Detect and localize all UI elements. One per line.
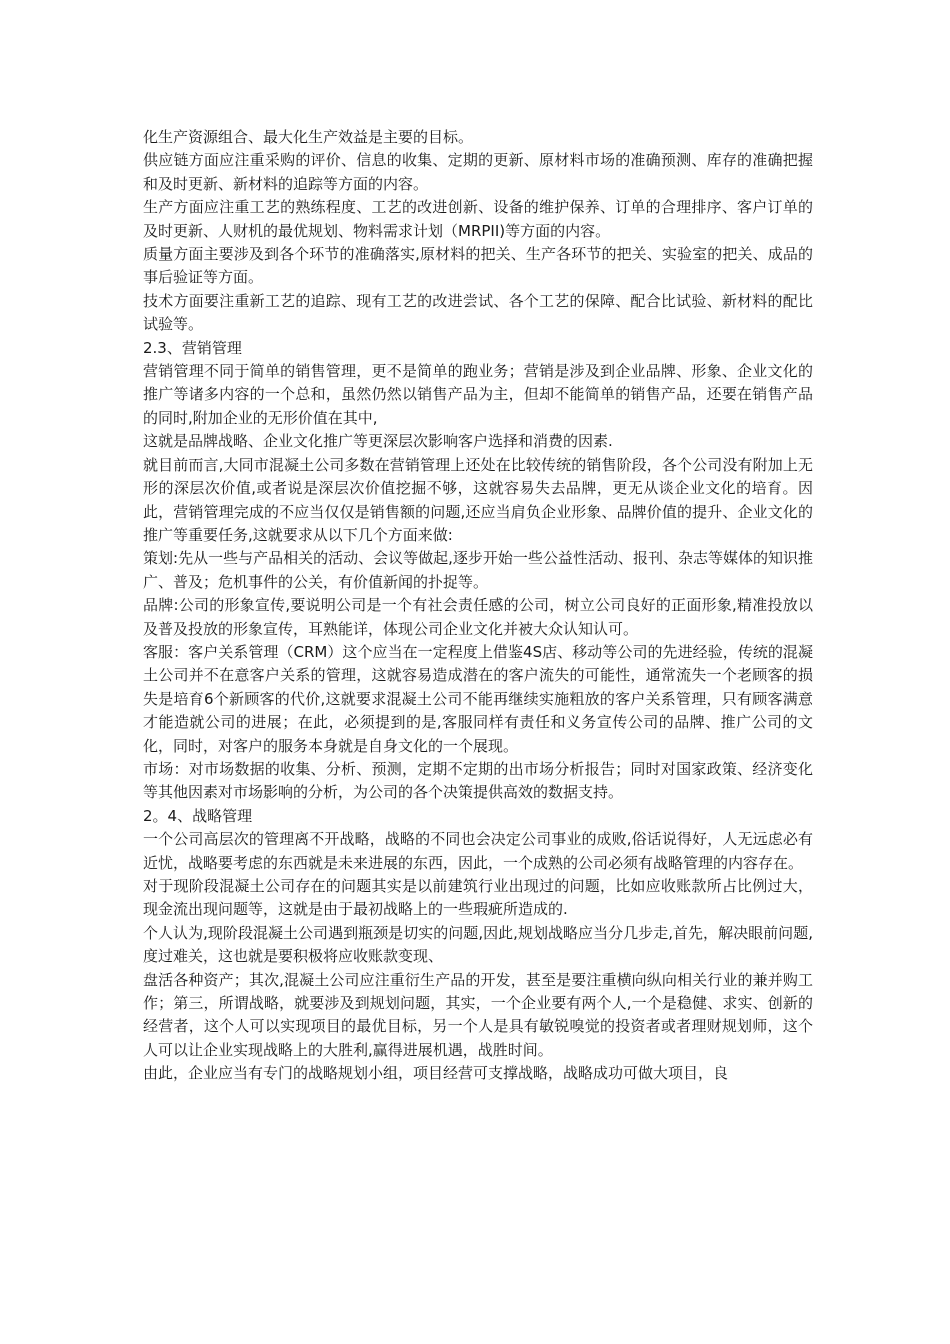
section-heading: 2.3、营销管理: [143, 338, 242, 357]
paragraph: 策划:先从一些与产品相关的活动、会议等做起,逐步开始一些公益性活动、报刊、杂志等媒体的知识推广、普及；危机事件的公关，有价值新闻的扑捉等。: [143, 549, 813, 591]
paragraph: 营销管理不同于简单的销售管理，更不是简单的跑业务；营销是涉及到企业品牌、形象、企业文化的推广等诸多内容的一个总和，虽然仍然以销售产品为主，但却不能简单的销售产品，还要在销售产品的同时,附加企业的无形价值在其中,: [143, 362, 813, 427]
paragraph: 市场：对市场数据的收集、分析、预测，定期不定期的出市场分析报告；同时对国家政策、经济变化等其他因素对市场影响的分析，为公司的各个决策提供高效的数据支持。: [143, 759, 813, 802]
paragraph: 一个公司高层次的管理离不开战略，战略的不同也会决定公司事业的成败,俗话说得好，人无远虑必有近忧，战略要考虑的东西就是未来进展的东西，因此，一个成熟的公司必须有战略管理的内容存在。: [143, 830, 813, 872]
paragraph: 技术方面要注重新工艺的追踪、现有工艺的改进尝试、各个工艺的保障、配合比试验、新材料的配比试验等。: [143, 291, 813, 334]
paragraph: 对于现阶段混凝土公司存在的问题其实是以前建筑行业出现过的问题，比如应收账款所占比例过大，现金流出现问题等，这就是由于最初战略上的一些瑕疵所造成的.: [143, 877, 813, 919]
paragraph: 个人认为,现阶段混凝土公司遇到瓶颈是切实的问题,因此,规划战略应当分几步走,首先，解决眼前问题,度过难关，这也就是要积极将应收账款变现、: [143, 923, 813, 966]
paragraph: 盘活各种资产；其次,混凝土公司应注重衍生产品的开发，甚至是要注重横向纵向相关行业的兼并购工作；第三，所谓战略，就要涉及到规划问题，其实，一个企业要有两个人,一个是稳健、求实、创新的经营者，这个人可以实现项目的最优目标，另一个人是具有敏锐嗅觉的投资者或者理财规划师，这个人可以让企业实现战略上的大胜利,赢得进展机遇，战胜时间。: [143, 970, 813, 1059]
paragraph: 生产方面应注重工艺的熟练程度、工艺的改进创新、设备的维护保养、订单的合理排序、客户订单的及时更新、人财机的最优规划、物料需求计划（MRPII)等方面的内容。: [143, 198, 813, 240]
paragraph: 质量方面主要涉及到各个环节的准确落实,原材料的把关、生产各环节的把关、实验室的把关、成品的事后验证等方面。: [143, 245, 813, 287]
paragraph: 这就是品牌战略、企业文化推广等更深层次影响客户选择和消费的因素.: [143, 432, 613, 451]
section-heading: 2。4、战略管理: [143, 806, 253, 825]
paragraph: 由此，企业应当有专门的战略规划小组，项目经营可支撑战略，战略成功可做大项目，良: [143, 1064, 729, 1083]
paragraph: 品牌:公司的形象宣传,要说明公司是一个有社会责任感的公司，树立公司良好的正面形象,精准投放以及普及投放的形象宣传，耳熟能详，体现公司企业文化并被大众认知认可。: [143, 596, 813, 638]
paragraph: 客服：客户关系管理（CRM）这个应当在一定程度上借鉴4S店、移动等公司的先进经验，传统的混凝土公司并不在意客户关系的管理，这就容易造成潜在的客户流失的可能性，通常流失一个老顾客的损失是培育6个新顾客的代价,这就要求混凝土公司不能再继续实施粗放的客户关系管理，只有顾客满意才能造就公司的进展；在此，必须提到的是,客服同样有责任和义务宣传公司的品牌、推广公司的文化，同时，对客户的服务本身就是自身文化的一个展现。: [143, 642, 813, 755]
paragraph: 化生产资源组合、最大化生产效益是主要的目标。: [143, 128, 474, 146]
paragraph: 就目前而言,大同市混凝土公司多数在营销管理上还处在比较传统的销售阶段，各个公司没有附加上无形的深层次价值,或者说是深层次价值挖掘不够，这就容易失去品牌，更无从谈企业文化的培育。因此，营销管理完成的不应当仅仅是销售额的问题,还应当肩负企业形象、品牌价值的提升、企业文化的推广等重要任务,这就要求从以下几个方面来做:: [143, 455, 813, 544]
paragraph: 供应链方面应注重采购的评价、信息的收集、定期的更新、原材料市场的准确预测、库存的准确把握和及时更新、新材料的追踪等方面的内容。: [143, 151, 813, 193]
document-body: [143, 126, 813, 1086]
